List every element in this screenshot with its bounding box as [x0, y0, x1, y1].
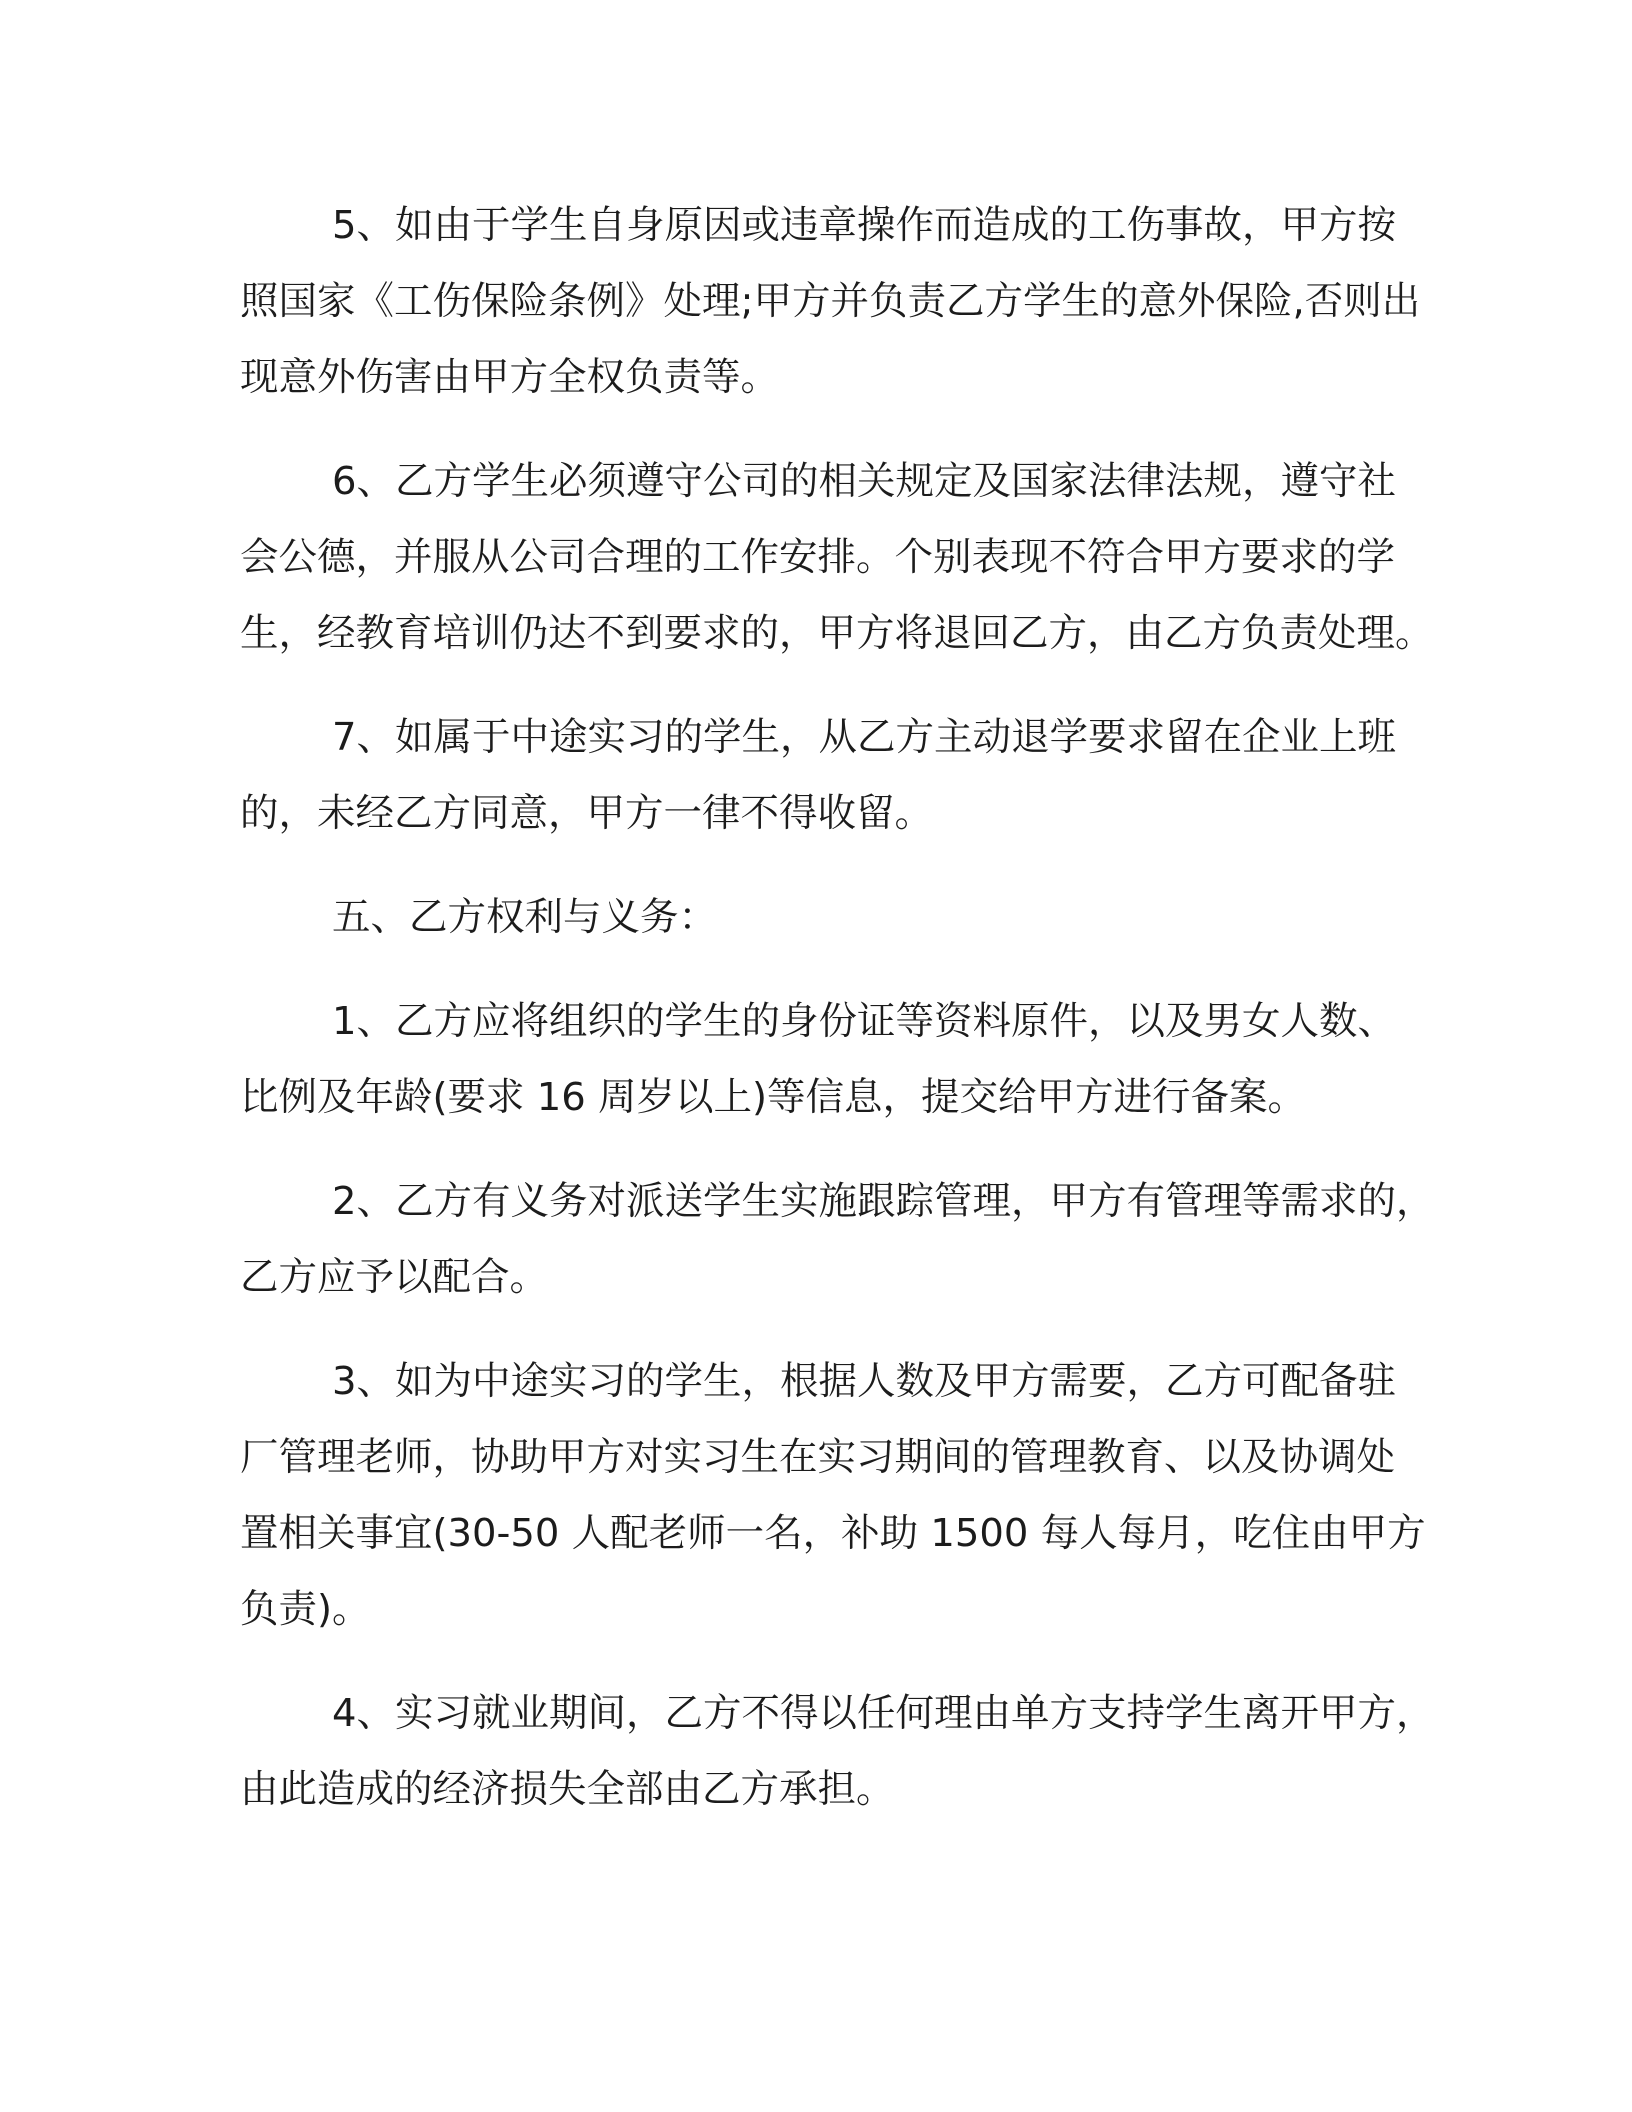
text-line: 4、实习就业期间，乙方不得以任何理由单方支持学生离开甲方， [332, 1691, 1435, 1736]
text-line: 7、如属于中途实习的学生，从乙方主动退学要求留在企业上班 [332, 715, 1396, 760]
paragraph-item-5 [240, 188, 1421, 416]
text-line: 乙方应予以配合。 [240, 1255, 549, 1300]
text-line: 五、乙方权利与义务： [332, 895, 718, 940]
paragraph-item-6 [240, 444, 1434, 672]
text-line: 3、如为中途实习的学生，根据人数及甲方需要，乙方可配备驻 [332, 1359, 1396, 1404]
paragraph-item-7 [240, 700, 1396, 852]
text-line: 1、乙方应将组织的学生的身份证等资料原件，以及男女人数、 [332, 999, 1396, 1044]
section-heading [240, 880, 1390, 956]
paragraph-item-b2 [240, 1164, 1435, 1316]
text-line: 置相关事宜(30-50 人配老师一名，补助 1500 每人每月，吃住由甲方 [240, 1511, 1426, 1556]
text-line: 2、乙方有义务对派送学生实施跟踪管理，甲方有管理等需求的， [332, 1179, 1435, 1224]
paragraph-item-b4 [240, 1676, 1435, 1828]
text-line: 5、如由于学生自身原因或违章操作而造成的工伤事故，甲方按 [332, 203, 1396, 248]
text-line: 生，经教育培训仍达不到要求的，甲方将退回乙方，由乙方负责处理。 [240, 611, 1434, 656]
text-line: 比例及年龄(要求 16 周岁以上)等信息，提交给甲方进行备案。 [240, 1075, 1307, 1120]
text-line: 的，未经乙方同意，甲方一律不得收留。 [240, 791, 934, 836]
document-body [240, 188, 1435, 1856]
text-line: 照国家《工伤保险条例》处理;甲方并负责乙方学生的意外保险,否则出 [240, 279, 1421, 324]
text-line: 会公德，并服从公司合理的工作安排。个别表现不符合甲方要求的学 [240, 535, 1396, 580]
text-line: 现意外伤害由甲方全权负责等。 [240, 355, 780, 400]
paragraph-item-b3 [240, 1344, 1426, 1648]
paragraph-item-b1 [240, 984, 1396, 1136]
text-line: 6、乙方学生必须遵守公司的相关规定及国家法律法规，遵守社 [332, 459, 1396, 504]
text-line: 厂管理老师，协助甲方对实习生在实习期间的管理教育、以及协调处 [240, 1435, 1396, 1480]
text-line: 负责)。 [240, 1587, 371, 1632]
text-line: 由此造成的经济损失全部由乙方承担。 [240, 1767, 895, 1812]
